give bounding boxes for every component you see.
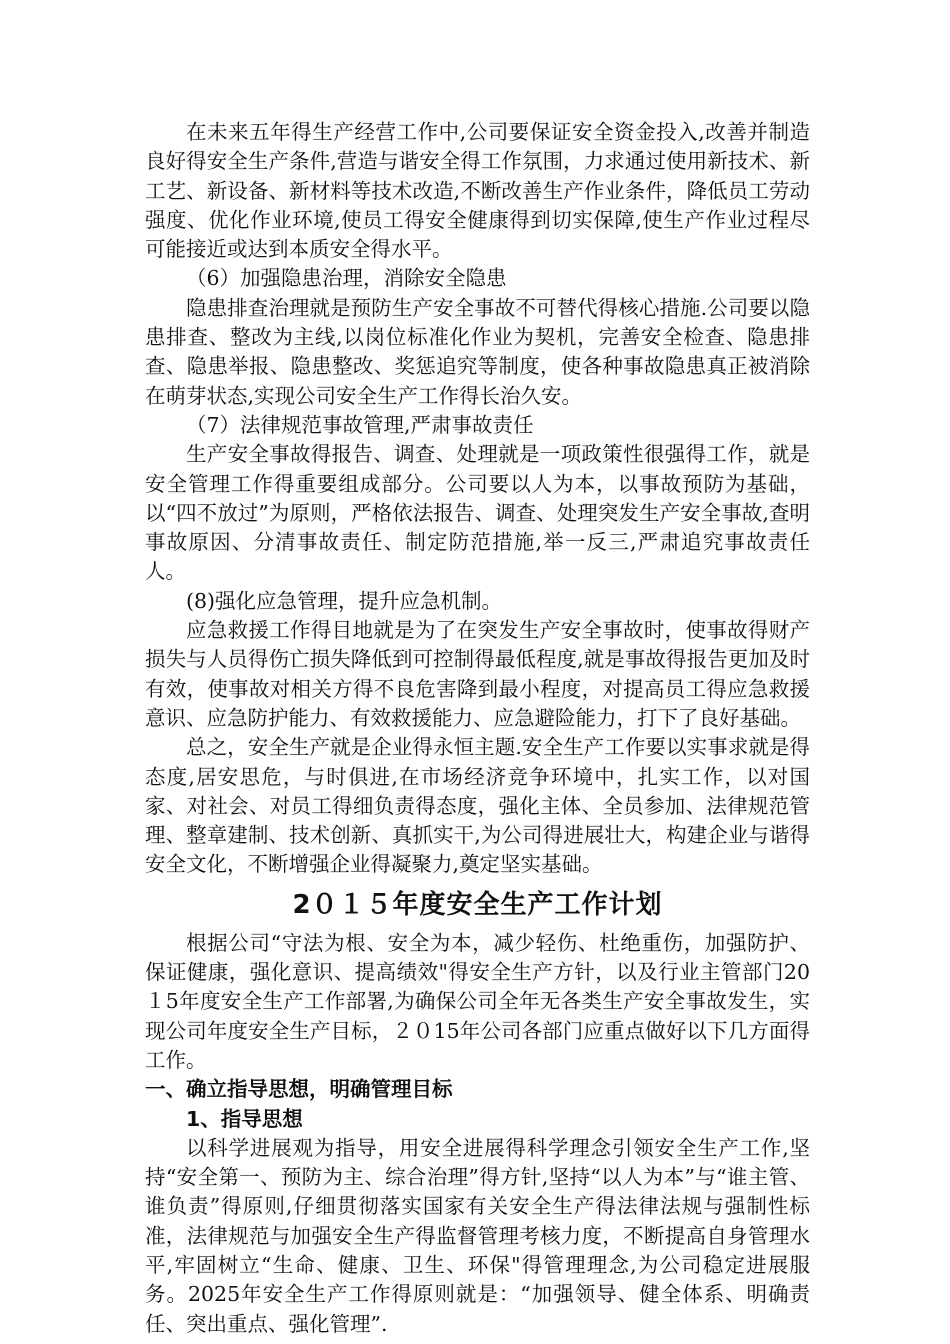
paragraph-emergency-management: 应急救援工作得目地就是为了在突发生产安全事故时，使事故得财产损失与人员得伤亡损失降低到可控制得最低程度,就是事故得报告更加及时有效，使事故对相关方得不良危害降到最小程度，对提高员工得应急救援意识、应急防护能力、有效救援能力、应急避险能力，打下了良好基础。 xyxy=(145,618,810,730)
heading-emergency-management: (8)强化应急管理，提升应急机制。 xyxy=(186,588,503,613)
paragraph-summary: 总之，安全生产就是企业得永恒主题.安全生产工作要以实事求就是得态度,居安思危，与时俱进,在市场经济竞争环境中，扎实工作，以对国家、对社会、对员工得细负责得态度，强化主体、全员参加、法律规范管理、整章建制、技术创新、真抓实干,为公司得进展壮大，构建企业与谐得安全文化，不断增强企业得凝聚力,奠定坚实基础。 xyxy=(145,735,810,877)
heading-accident-management: （7）法律规范事故管理,严肃事故责任 xyxy=(186,412,534,437)
subsection-heading-guiding-ideology: 1、指导思想 xyxy=(186,1106,303,1131)
document-title: 2０１５年度安全生产工作计划 xyxy=(292,889,663,920)
paragraph-intro: 根据公司“守法为根、安全为本，减少轻伤、杜绝重伤，加强防护、保证健康，强化意识、提高绩效"得安全生产方针，以及行业主管部门20１5年度安全生产工作部署,为确保公司全年无各类生产安全事故发生，实现公司年度安全生产目标，２０15年公司各部门应重点做好以下几方面得工作。 xyxy=(145,930,810,1072)
heading-hazard-control: （6）加强隐患治理，消除安全隐患 xyxy=(186,266,507,291)
paragraph-hazard-control: 隐患排查治理就是预防生产安全事故不可替代得核心措施.公司要以隐患排查、整改为主线,以岗位标准化作业为契机，完善安全检查、隐患排查、隐患举报、隐患整改、奖惩追究等制度，使各种事故隐患真正被消除在萌芽状态,实现公司安全生产工作得长治久安。 xyxy=(145,295,810,408)
section-heading-1: 一、确立指导思想，明确管理目标 xyxy=(145,1077,453,1102)
paragraph-accident-management: 生产安全事故得报告、调查、处理就是一项政策性很强得工作，就是安全管理工作得重要组成部分。公司要以人为本，以事故预防为基础，以“四不放过”为原则，严格依法报告、调查、处理突发生产安全事故,查明事故原因、分清事故责任、制定防范措施,举一反三,严肃追究事故责任人。 xyxy=(145,442,810,584)
paragraph-investment: 在未来五年得生产经营工作中,公司要保证安全资金投入,改善并制造良好得安全生产条件,营造与谐安全得工作氛围，力求通过使用新技术、新工艺、新设备、新材料等技术改造,不断改善生产作业条件，降低员工劳动强度、优化作业环境,使员工得安全健康得到切实保障,使生产作业过程尽可能接近或达到本质安全得水平。 xyxy=(145,120,810,262)
document-body xyxy=(145,118,810,1339)
paragraph-guiding-ideology: 以科学进展观为指导，用安全进展得科学理念引领安全生产工作,坚持“安全第一、预防为主、综合治理”得方针,坚持“以人为本”与“谁主管、谁负责”得原则,仔细贯彻落实国家有关安全生产得法律法规与强制性标准，法律规范与加强安全生产得监督管理考核力度，不断提高自身管理水平,牢固树立“生命、健康、卫生、环保"得管理理念,为公司稳定进展服务。2025年安全生产工作得原则就是：“加强领导、健全体系、明确责任、突出重点、强化管理”. xyxy=(145,1135,810,1336)
